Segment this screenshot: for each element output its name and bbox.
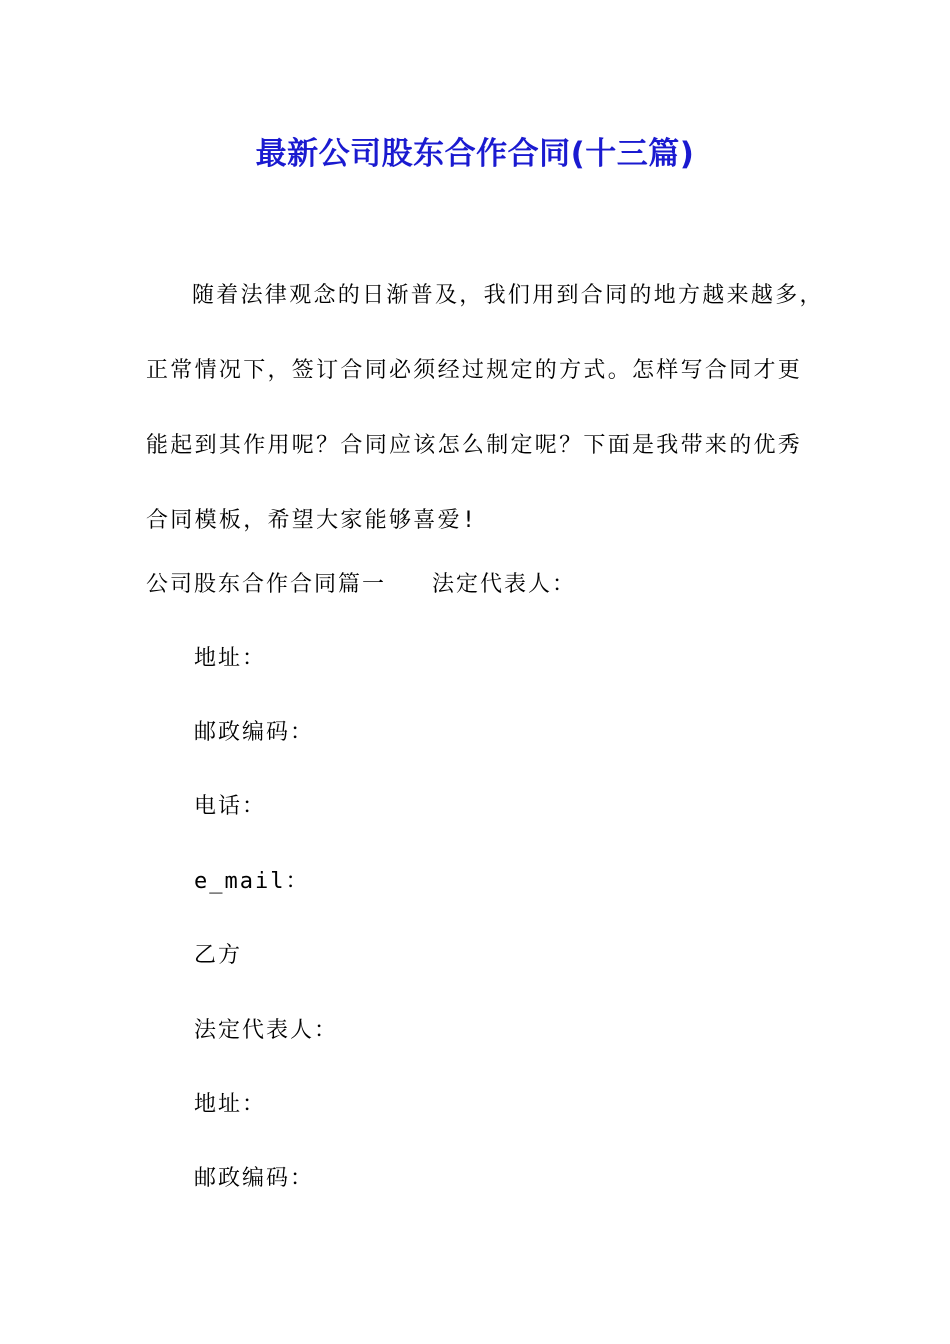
- field-email: e_mail：: [194, 869, 310, 894]
- document-title: 最新公司股东合作合同(十三篇): [255, 136, 695, 172]
- field-address: 地址：: [194, 646, 267, 671]
- section-heading-tail: 法定代表人：: [432, 572, 577, 597]
- section-heading-row: [146, 548, 576, 622]
- field-legal-representative: 法定代表人：: [194, 1018, 339, 1043]
- field-party-b: 乙方: [194, 943, 243, 968]
- field-address-b: 地址：: [194, 1092, 267, 1117]
- section-heading: 公司股东合作合同篇一: [146, 572, 387, 597]
- intro-text: 随着法律观念的日渐普及，我们用到合同的地方越来越多，正常情况下，签订合同必须经过规定的方式。怎样写合同才更能起到其作用呢？合同应该怎么制定呢？下面是我带来的优秀合同模板，希望大家能够喜爱!: [146, 283, 824, 533]
- field-postal-code: 邮政编码：: [194, 720, 315, 745]
- field-phone: 电话：: [194, 794, 267, 819]
- intro-paragraph: [146, 258, 826, 558]
- field-postal-code-b: 邮政编码：: [194, 1166, 315, 1191]
